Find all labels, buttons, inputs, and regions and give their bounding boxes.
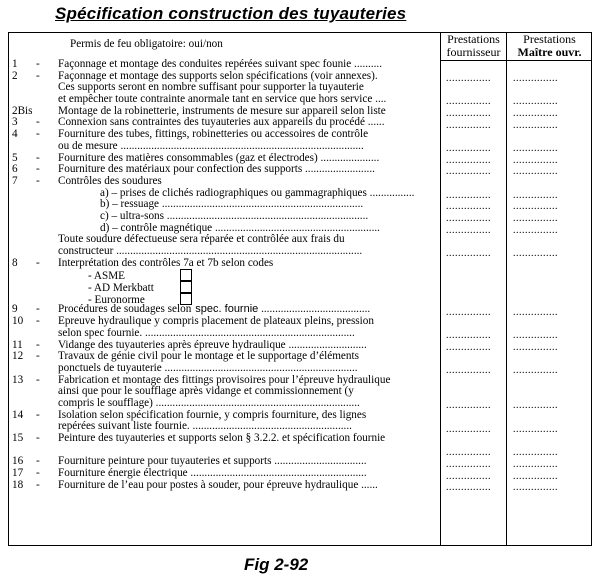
provider-dot-leader: ...............: [446, 96, 491, 108]
owner-dot-leader: ...............: [513, 224, 558, 236]
spec-line: [8, 433, 440, 445]
item-text-main: Isolation selon spécification fournie, y compris fourniture, des lignes: [58, 408, 367, 421]
column-divider-owner: [506, 32, 507, 546]
owner-dot-leader: ...............: [513, 365, 558, 377]
owner-dot-leader: ...............: [513, 330, 558, 342]
item-text-main: Ces supports seront en nombre suffisant pour supporter la tuyauterie: [58, 81, 364, 94]
item-number: 16: [12, 455, 24, 468]
provider-dot-leader: ...............: [446, 166, 491, 178]
item-text-main: Travaux de génie civil pour le montage et le supportage d’éléments: [58, 350, 359, 363]
item-text-main: compris le soufflage) .........................................................................: [58, 396, 360, 409]
item-text-main: Fourniture peinture pour tuyauteries et supports .................................: [58, 455, 367, 468]
item-number: 14: [12, 408, 24, 421]
item-number: 18: [12, 478, 24, 491]
item-dash: -: [36, 315, 40, 328]
item-dash: -: [36, 338, 40, 351]
document-title: Spécification construction des tuyauteries: [55, 4, 407, 23]
column-header-provider: Prestations fournisseur: [446, 32, 501, 59]
item-text: [58, 433, 385, 445]
provider-dot-leader: ...............: [446, 423, 491, 435]
provider-dot-leader: ...............: [446, 341, 491, 353]
item-dash: -: [36, 432, 40, 444]
header-underline: [440, 60, 592, 61]
item-number: 6: [12, 163, 18, 176]
item-dash: -: [36, 467, 40, 480]
item-text-main: Façonnage et montage des supports selon spécifications (voir annexes).: [58, 69, 378, 82]
item-text-main: Fourniture des tubes, fittings, robinetteries ou accessoires de contrôle: [58, 128, 369, 141]
item-dash: -: [36, 350, 40, 363]
item-text-main: Fourniture des matériaux pour confection des supports .........................: [58, 163, 375, 176]
provider-dot-leader: ...............: [446, 447, 491, 459]
item-text-main: Peinture des tuyauteries et supports selon § 3.2.2. et spécification fournie: [58, 432, 386, 444]
item-number: 1: [12, 58, 18, 70]
item-text-main: Fourniture de l’eau pour postes à souder, pour épreuve hydraulique ......: [58, 478, 378, 491]
provider-dot-leader: ...............: [446, 330, 491, 342]
figure-label: Fig 2-92: [244, 555, 309, 574]
provider-dot-leader: ...............: [446, 458, 491, 470]
owner-dot-leader: ...............: [513, 482, 558, 494]
provider-dot-leader: ...............: [446, 201, 491, 213]
provider-dot-leader: ...............: [446, 154, 491, 166]
sub-item-text: a) – prises de clichés radiographiques ou gammagraphiques ................: [100, 186, 415, 199]
provider-dot-leader: ...............: [446, 224, 491, 236]
item-dash: -: [36, 174, 40, 187]
item-text-main: Epreuve hydraulique y compris placement de plateaux pleins, pression: [58, 315, 374, 328]
item-text-main: Fourniture des matières consommables (gaz et électrodes) .....................: [58, 151, 380, 164]
item-text-main: repérées suivant liste fournie. .........................................................: [58, 420, 352, 433]
owner-dot-leader: ...............: [513, 341, 558, 353]
spec-rows: [8, 38, 440, 491]
spec-line: [8, 281, 440, 293]
item-number: 17: [12, 467, 24, 480]
item-dash: -: [36, 58, 40, 70]
item-text-main: ou de mesure .......................................................................................: [58, 139, 364, 152]
item-dash: -: [36, 151, 40, 164]
item-number: 15: [12, 432, 24, 444]
code-option-label: - AD Merkbatt: [88, 282, 154, 295]
owner-dot-leader: ...............: [513, 107, 558, 119]
provider-dot-leader: ...............: [446, 119, 491, 131]
provider-dot-leader: ...............: [446, 248, 491, 260]
item-number: 3: [12, 116, 18, 129]
item-number: 9: [12, 303, 18, 316]
item-text-main: Montage de la robinetterie, instruments de mesure sur appareil selon liste: [58, 104, 386, 117]
item-text-main: ainsi que pour le soufflage après vidange et commissionnement (y: [58, 385, 354, 398]
item-text-main: Façonnage et montage des conduites repérées suivant spec founie ..........: [58, 58, 383, 70]
item-text-main: Contrôles des soudures: [58, 174, 162, 187]
owner-dot-leader: ...............: [513, 400, 558, 412]
owner-dot-leader: ...............: [513, 96, 558, 108]
owner-dot-leader: ...............: [513, 248, 558, 260]
item-number: 7: [12, 174, 18, 187]
owner-dot-leader: ...............: [513, 201, 558, 213]
item-text-mono: spec. fournie: [195, 303, 259, 316]
provider-dot-leader: ...............: [446, 365, 491, 377]
sub-item-text: b) – ressuage ........................................................................: [100, 198, 364, 211]
sub-item-text: c) – ultra-sons ........................................................................: [100, 209, 369, 222]
provider-dot-leader: ...............: [446, 213, 491, 225]
item-text-main: Vidange des tuyauteries après épreuve hydraulique ............................: [58, 338, 367, 351]
sub-item-text: d) – contrôle magnétique ...........................................................: [100, 221, 380, 234]
code-checkbox[interactable]: [180, 269, 192, 281]
owner-dot-leader: ...............: [513, 72, 558, 84]
column-header-owner: Prestations Maître ouvr.: [517, 32, 582, 59]
item-number: 2: [12, 69, 18, 82]
item-text-main: Interprétation des contrôles 7a et 7b selon codes: [58, 256, 274, 269]
provider-dot-leader: ...............: [446, 470, 491, 482]
code-option-label: - Euronorme: [88, 293, 145, 306]
provider-dot-leader: ...............: [446, 306, 491, 318]
owner-dot-leader: ...............: [513, 119, 558, 131]
item-dash: -: [36, 455, 40, 468]
owner-dot-leader: ...............: [513, 458, 558, 470]
item-dash: -: [36, 408, 40, 421]
item-text-main: Fabrication et montage des fittings provisoires pour l’épreuve hydraulique: [58, 373, 391, 386]
owner-dot-leader: ...............: [513, 154, 558, 166]
provider-dot-leader: ...............: [446, 400, 491, 412]
item-text-main: Procédures de soudages selon: [58, 303, 192, 316]
item-text: [58, 258, 273, 270]
item-text-main: Connexion sans contraintes des tuyauteries aux appareils du procédé ......: [58, 116, 385, 129]
item-number: 8: [12, 256, 18, 269]
spec-line: [8, 269, 440, 281]
item-number: 13: [12, 373, 24, 386]
item-text-main: Toute soudure défectueuse sera réparée et contrôlée aux frais du: [58, 233, 345, 246]
provider-dot-leader: ...............: [446, 482, 491, 494]
spec-line: [8, 258, 440, 270]
item-dash: -: [36, 256, 40, 269]
item-text: [58, 480, 378, 492]
owner-dot-leader: ...............: [513, 306, 558, 318]
item-number: 5: [12, 151, 18, 164]
provider-dot-leader: ...............: [446, 107, 491, 119]
owner-dot-leader: ...............: [513, 166, 558, 178]
provider-dot-leader: ...............: [446, 72, 491, 84]
item-dash: -: [36, 116, 40, 129]
item-number: 4: [12, 128, 18, 141]
item-text-main: Fourniture énergie électrique ...............................................................: [58, 467, 367, 480]
owner-dot-leader: ...............: [513, 423, 558, 435]
permit-line: Permis de feu obligatoire: oui/non: [70, 38, 223, 50]
owner-dot-leader: ...............: [513, 213, 558, 225]
spec-line: [8, 480, 440, 492]
item-text-main: constructeur ........................................................................................: [58, 245, 363, 257]
owner-dot-leader: ...............: [513, 447, 558, 459]
spec-line: [8, 211, 440, 223]
item-number: 10: [12, 315, 24, 328]
item-text-main: et empêcher toute contrainte anormale tant en service que hors service ....: [58, 93, 387, 106]
item-dash: -: [36, 69, 40, 82]
owner-dot-leader: ...............: [513, 470, 558, 482]
item-dash: -: [36, 163, 40, 176]
item-number: 12: [12, 350, 24, 363]
code-checkbox[interactable]: [180, 281, 192, 293]
code-option-label: - ASME: [88, 270, 125, 283]
item-text-tail: .......................................: [258, 303, 371, 316]
item-text-main: ponctuels de tuyauterie .....................................................................: [58, 361, 358, 374]
owner-dot-leader: ...............: [513, 142, 558, 154]
item-dash: -: [36, 303, 40, 316]
item-dash: -: [36, 373, 40, 386]
item-text: [58, 176, 162, 188]
item-text-main: selon spec fournie. ...........................................................................: [58, 326, 355, 339]
provider-dot-leader: ...............: [446, 142, 491, 154]
provider-dot-leader: ...............: [446, 189, 491, 201]
item-dash: -: [36, 128, 40, 141]
spec-line: [8, 176, 440, 188]
item-number: 2Bis: [12, 104, 33, 117]
owner-dot-leader: ...............: [513, 189, 558, 201]
item-dash: -: [36, 478, 40, 491]
item-number: 11: [12, 338, 23, 351]
column-divider-provider: [440, 32, 441, 546]
